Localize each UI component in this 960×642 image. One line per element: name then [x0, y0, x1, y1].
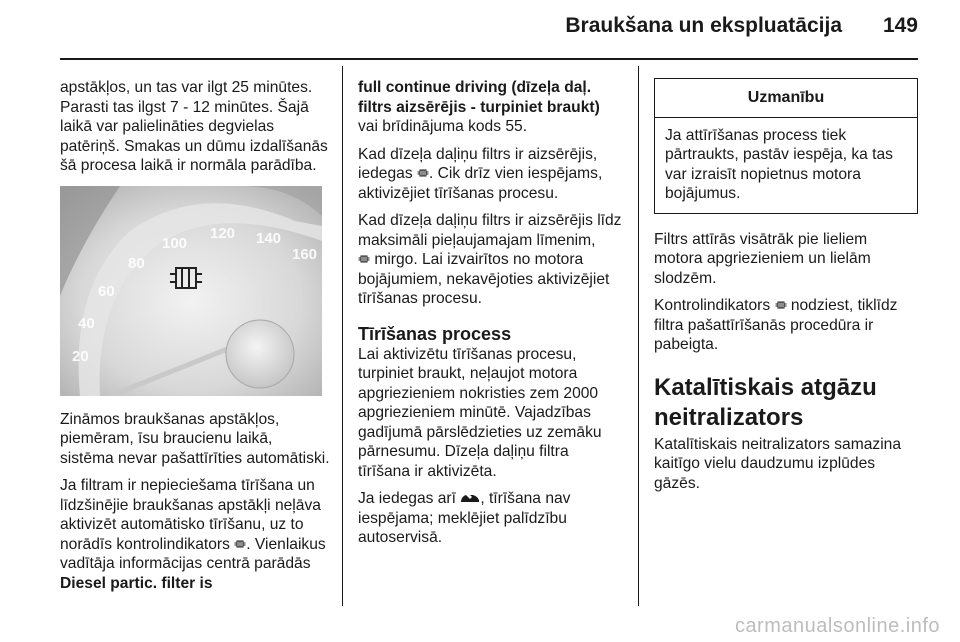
col2-paragraph-5	[358, 489, 624, 548]
dpf-filter-icon	[234, 538, 246, 550]
section-heading-cleaning-process: Tīrīšanas process	[358, 323, 512, 344]
col3-paragraph-1: Filtrs attīrās visātrāk pie lieliem motora apgriezieniem un lielām slodzēm.	[654, 230, 871, 287]
watermark: carmanualsonline.info	[734, 615, 940, 637]
col2-paragraph-2	[358, 145, 624, 204]
dpf-filter-icon	[358, 253, 370, 265]
gauge-tick-label: 40	[78, 314, 95, 332]
col2-paragraph-1	[358, 78, 624, 137]
col3-paragraph-2-text-b: nodziest, tiklīdz filtra pašattīrīšanās procedūra ir pabeigta.	[654, 297, 898, 353]
col3-paragraph-2	[654, 296, 918, 355]
col2-paragraph-3-text-b: mirgo. Lai izvairītos no motora bojājumiem, nekavējoties aktivizējiet tīrīšanas procesu.	[358, 251, 610, 307]
gauge-tick-label: 120	[210, 224, 236, 242]
column-3	[654, 78, 918, 501]
column-divider-1	[342, 66, 343, 606]
page-title: Braukšana un ekspluatācija	[565, 14, 842, 37]
section-heading-catalytic-converter: Katalītiskais atgāzu neitralizators	[654, 373, 877, 431]
col1-paragraph-3	[60, 476, 330, 593]
col3-paragraph-3: Katalītiskais neitralizators samazina kaitīgo vielu daudzumu izplūdes gāzēs.	[654, 435, 902, 492]
col2-paragraph-2-text-a: Kad dīzeļa daļiņu filtrs ir aizsērējis, iedegas	[358, 145, 598, 182]
page-number: 149	[882, 14, 918, 37]
dpf-filter-icon	[775, 299, 787, 311]
column-divider-2	[638, 66, 639, 606]
warning-box	[654, 78, 918, 214]
col1-paragraph-3-text-b: . Vienlaikus vadītāja informācijas centrā parādās	[60, 535, 326, 572]
warning-title: Uzmanību	[655, 79, 917, 118]
gauge-tick-label: 140	[256, 229, 282, 247]
gauge-tick-label: 20	[72, 347, 89, 365]
gauge-tick-label: 60	[98, 282, 115, 300]
col2-paragraph-4: Lai aktivizētu tīrīšanas procesu, turpiniet braukt, neļaujot motora apgriezieniem nokristies zem 2000 apgriezieniem minūtē. Vajadzības gadījumā pārslēdzieties uz zemāku pārnesumu. Dīzeļa daļiņu filtra tīrīšana ir aktivizēta.	[358, 345, 602, 480]
col2-paragraph-5-text-b: , tīrīšana nav iespējama; meklējiet palīdzību autoservisā.	[358, 490, 571, 546]
page-header	[0, 0, 960, 60]
dpf-filter-icon	[417, 167, 429, 179]
gauge-tick-label: 80	[128, 254, 145, 272]
col1-paragraph-3-text-a: Ja filtram ir nepieciešama tīrīšana un līdzšinējie braukšanas apstākļi neļāva aktivizēt automātisko tīrīšanu, uz to norādīs kontrolindikators	[60, 477, 321, 553]
col2-paragraph-2-text-b: . Cik drīz vien iespējams, aktivizējiet tīrīšanas procesu.	[358, 165, 603, 202]
col1-paragraph-1: apstākļos, un tas var ilgt 25 minūtes. Parasti tas ilgst 7 - 12 minūtes. Šajā laikā var palielināties degvielas patēriņš. Smakas un dūmu izdalīšanās šā procesa laikā ir normāla parādība.	[60, 79, 328, 174]
col2-paragraph-1-bold: full continue driving (dīzeļa daļ. filtrs aizsērējis - turpiniet braukt)	[358, 79, 600, 116]
service-wrench-car-icon	[460, 492, 480, 504]
gauge-svg	[60, 186, 322, 396]
gauge-tick-label: 100	[162, 234, 188, 252]
warning-text: Ja attīrīšanas process tiek pārtraukts, pastāv iespēja, ka tas var izraisīt nopietnus motora bojājumus.	[665, 126, 893, 202]
col2-paragraph-1-rest: vai brīdinājuma kods 55.	[358, 118, 528, 135]
col2-paragraph-3-text-a: Kad dīzeļa daļiņu filtrs ir aizsērējis līdz maksimāli pieļaujamajam līmenim,	[358, 212, 622, 249]
col3-paragraph-2-text-a: Kontrolindikators	[654, 297, 771, 314]
col2-paragraph-5-text-a: Ja iedegas arī	[358, 490, 456, 507]
col1-paragraph-2: Zināmos braukšanas apstākļos, piemēram, īsu braucienu laikā, sistēma nevar pašattīrīties automātiski.	[60, 410, 330, 467]
column-2	[358, 78, 624, 556]
col1-paragraph-3-bold: Diesel partic. filter is	[60, 574, 213, 592]
column-1	[60, 78, 330, 601]
gauge-illustration	[60, 186, 322, 396]
col2-paragraph-3	[358, 211, 624, 309]
header-divider	[60, 58, 918, 60]
gauge-tick-label: 160	[292, 245, 318, 263]
